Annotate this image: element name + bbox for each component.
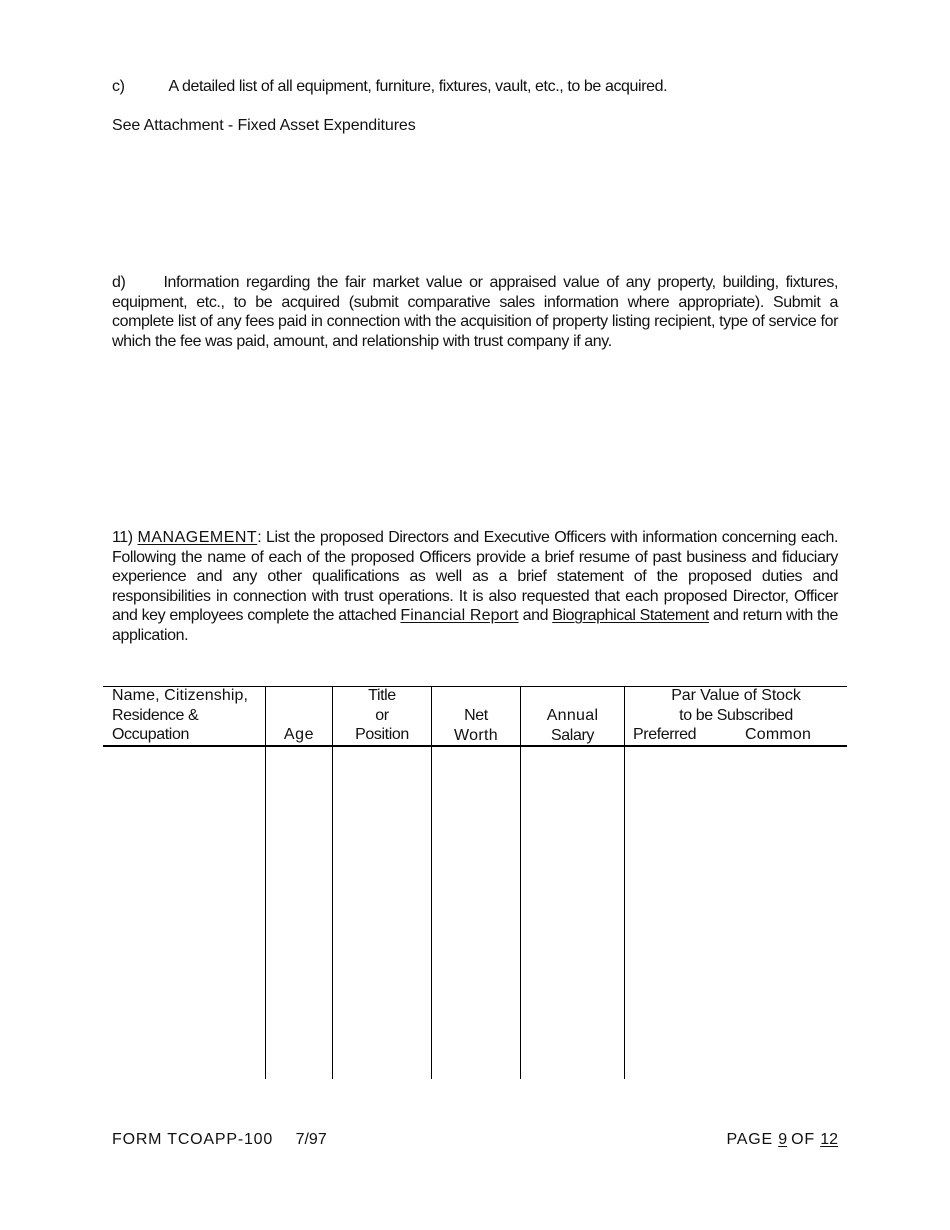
header-name-line-1: Name, Citizenship, [112,687,249,704]
header-par-line-1: Par Value of Stock [671,687,801,704]
item-d [112,273,838,351]
item-11-management [112,528,838,645]
footer-form-id [112,1131,327,1149]
header-salary-line-1: Annual [546,707,599,724]
item-d-text: Information regarding the fair market value or appraised value of any property, building, fixtures, equipment, etc., to be acquired (submit comparative sales information where appropriate). Submit a complete list of any fees paid in connection with the acquisition of property listing recipient, type of service for which the fee was paid, amount, and relationship with trust company if any. [112,274,838,350]
header-title-line-1: Title [368,687,396,704]
footer-form: FORM TCOAPP-100 [112,1131,274,1148]
header-networth-line-1: Net [464,707,488,724]
col-divider-2 [332,686,333,1079]
header-common: Common [745,726,812,743]
header-title [333,686,431,745]
footer-page-total: 12 [820,1131,838,1148]
footer-page-number [726,1131,838,1149]
col-divider-5 [624,686,625,1079]
header-title-line-3: Position [355,726,409,743]
item-d-marker: d) [112,274,126,291]
header-salary-line-2: Salary [551,726,594,744]
header-name-line-3: Occupation [112,726,189,743]
item-c-response: See Attachment - Fixed Asset Expenditures [112,117,416,134]
header-net-worth [432,706,520,745]
management-heading: MANAGEMENT [137,529,258,546]
item-c-marker: c) [112,78,125,95]
header-name-line-2: Residence & [112,706,199,724]
header-age [266,725,332,745]
item-11-marker: 11) [112,529,133,546]
item-c-text: A detailed list of all equipment, furniture, fixtures, vault, etc., to be acquired. [168,78,668,95]
item-c [112,77,667,97]
footer-page-label: PAGE [726,1131,773,1148]
management-text-2: and return with the application. [112,607,839,644]
table-header-rule [103,745,847,747]
header-age-label: Age [283,726,315,743]
header-title-line-2: or [375,706,389,724]
management-colon: : [257,529,262,546]
header-par-line-2: to be Subscribed [679,706,793,724]
header-networth-line-2: Worth [454,726,498,744]
biographical-statement-link[interactable]: Biographical Statement [552,607,709,624]
header-preferred: Preferred [633,726,697,743]
header-annual-salary [521,706,624,745]
financial-report-link[interactable]: Financial Report [400,607,519,624]
footer-of: OF [791,1131,815,1148]
footer-date: 7/97 [295,1131,327,1148]
footer-page-num: 9 [778,1131,788,1148]
col-divider-1 [265,686,266,1079]
header-par-value [625,686,847,725]
management-text-1: List the proposed Directors and Executive Officers with information concerning each. Following the name of each of the proposed Officers provide a brief resume of past business and fiduciary experience and any other qualifications as well as a brief statement of the proposed duties and responsibilities in connection with trust operations. It is also requested that each proposed Director, Officer and key employees complete the attached [112,529,838,624]
management-and: and [522,607,549,624]
header-name [112,686,262,745]
